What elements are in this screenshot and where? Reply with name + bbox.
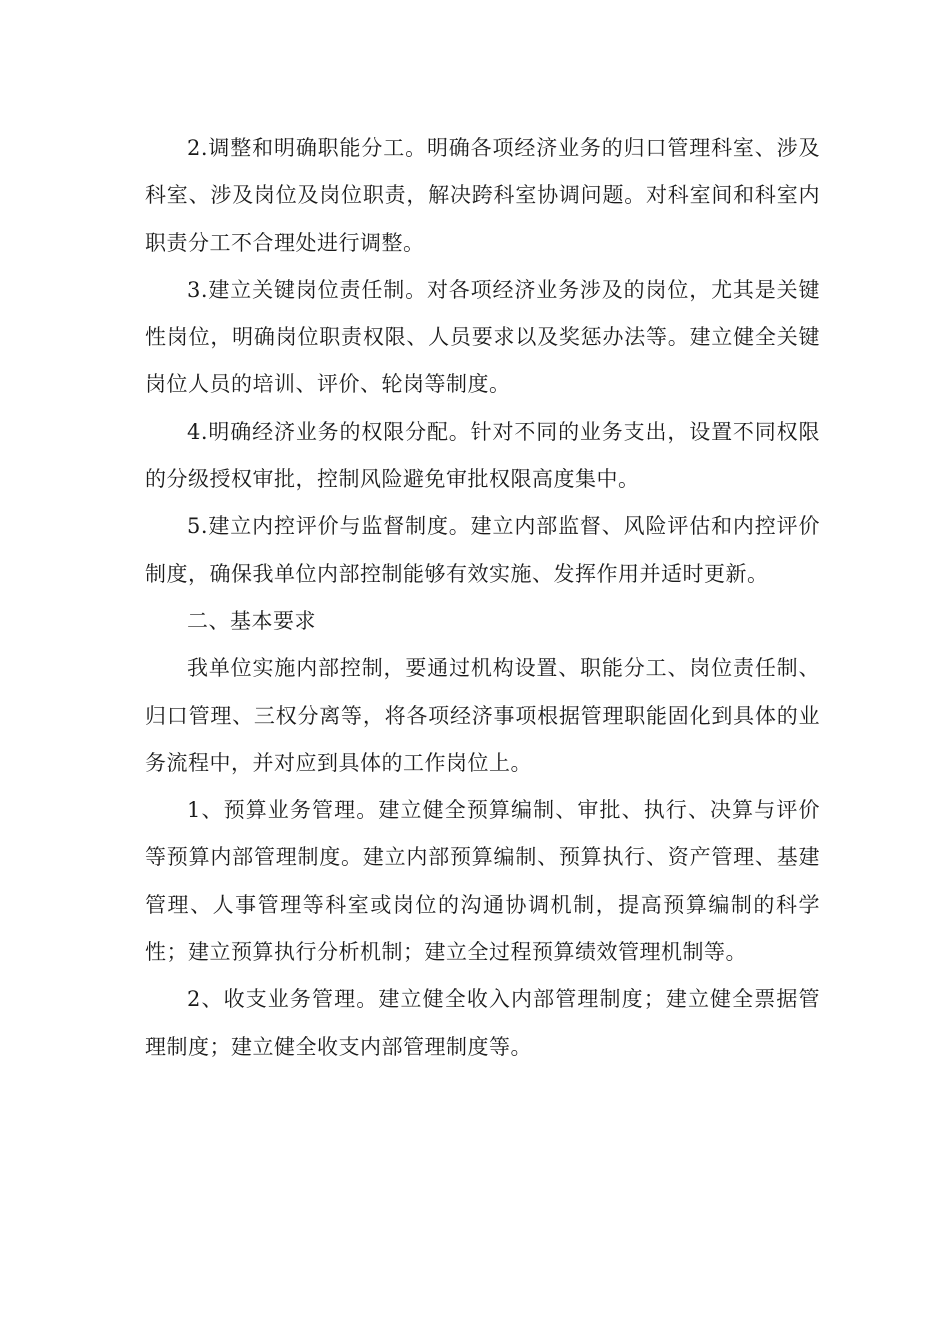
paragraph-item: 2.调整和明确职能分工。明确各项经济业务的归口管理科室、涉及科室、涉及岗位及岗位职责，解决跨科室协调问题。对科室间和科室内职责分工不合理处进行调整。 bbox=[145, 136, 820, 255]
paragraph-item: 3.建立关键岗位责任制。对各项经济业务涉及的岗位，尤其是关键性岗位，明确岗位职责权限、人员要求以及奖惩办法等。建立健全关键岗位人员的培训、评价、轮岗等制度。 bbox=[145, 277, 820, 397]
paragraph-item: 2、收支业务管理。建立健全收入内部管理制度；建立健全票据管理制度；建立健全收支内部管理制度等。 bbox=[145, 987, 820, 1059]
document-body bbox=[145, 125, 820, 1071]
paragraph-item: 1、预算业务管理。建立健全预算编制、审批、执行、决算与评价等预算内部管理制度。建立内部预算编制、预算执行、资产管理、基建管理、人事管理等科室或岗位的沟通协调机制，提高预算编制的科学性；建立预算执行分析机制；建立全过程预算绩效管理机制等。 bbox=[145, 798, 820, 965]
paragraph-item: 4.明确经济业务的权限分配。针对不同的业务支出，设置不同权限的分级授权审批，控制风险避免审批权限高度集中。 bbox=[145, 419, 820, 492]
paragraph-item: 5.建立内控评价与监督制度。建立内部监督、风险评估和内控评价制度，确保我单位内部控制能够有效实施、发挥作用并适时更新。 bbox=[145, 514, 820, 586]
section-heading: 二、基本要求 bbox=[187, 608, 316, 633]
paragraph-item: 我单位实施内部控制，要通过机构设置、职能分工、岗位责任制、归口管理、三权分离等，将各项经济事项根据管理职能固化到具体的业务流程中，并对应到具体的工作岗位上。 bbox=[145, 656, 820, 775]
